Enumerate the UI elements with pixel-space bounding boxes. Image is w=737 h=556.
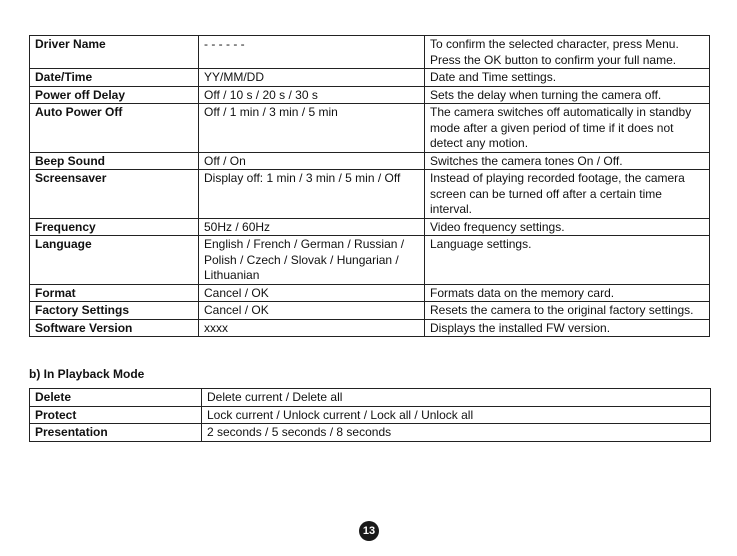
table-row [30, 406, 711, 424]
setting-description: Sets the delay when turning the camera off. [425, 86, 710, 104]
table-row [30, 170, 710, 219]
section-heading: b) In Playback Mode [29, 367, 145, 381]
playback-setting-name: Delete [30, 389, 202, 407]
setting-options: Off / 1 min / 3 min / 5 min [199, 104, 425, 153]
setting-name: Beep Sound [30, 152, 199, 170]
setting-description: Date and Time settings. [425, 69, 710, 87]
playback-setting-options: Lock current / Unlock current / Lock all / Unlock all [202, 406, 711, 424]
setting-description: Displays the installed FW version. [425, 319, 710, 337]
setting-description: Formats data on the memory card. [425, 284, 710, 302]
table-row [30, 319, 710, 337]
table-row [30, 152, 710, 170]
setting-name: Frequency [30, 218, 199, 236]
setting-description: To confirm the selected character, press Menu. Press the OK button to confirm your full name. [425, 36, 710, 69]
setting-options: 50Hz / 60Hz [199, 218, 425, 236]
table-row [30, 424, 711, 442]
setting-name: Date/Time [30, 69, 199, 87]
setting-name: Software Version [30, 319, 199, 337]
table-row [30, 284, 710, 302]
table-row [30, 389, 711, 407]
setting-description: Language settings. [425, 236, 710, 285]
setting-name: Driver Name [30, 36, 199, 69]
setting-name: Language [30, 236, 199, 285]
setting-options: xxxx [199, 319, 425, 337]
table-row [30, 69, 710, 87]
table-row [30, 218, 710, 236]
table-row [30, 302, 710, 320]
playback-setting-options: Delete current / Delete all [202, 389, 711, 407]
playback-setting-name: Presentation [30, 424, 202, 442]
setting-options: - - - - - - [199, 36, 425, 69]
setting-name: Power off Delay [30, 86, 199, 104]
setting-description: Resets the camera to the original factory settings. [425, 302, 710, 320]
setting-description: Video frequency settings. [425, 218, 710, 236]
settings-table [29, 35, 710, 337]
setting-description: Switches the camera tones On / Off. [425, 152, 710, 170]
setting-description: The camera switches off automatically in standby mode after a given period of time if it does not detect any motion. [425, 104, 710, 153]
setting-options: English / French / German / Russian / Polish / Czech / Slovak / Hungarian / Lithuanian [199, 236, 425, 285]
table-row [30, 236, 710, 285]
setting-description: Instead of playing recorded footage, the camera screen can be turned off after a certain time interval. [425, 170, 710, 219]
table-row [30, 86, 710, 104]
setting-options: Cancel / OK [199, 284, 425, 302]
page-number-badge: 13 [359, 521, 379, 541]
setting-name: Auto Power Off [30, 104, 199, 153]
table-row [30, 104, 710, 153]
setting-options: Cancel / OK [199, 302, 425, 320]
playback-table [29, 388, 711, 442]
setting-name: Factory Settings [30, 302, 199, 320]
setting-options: YY/MM/DD [199, 69, 425, 87]
table-row [30, 36, 710, 69]
setting-name: Format [30, 284, 199, 302]
playback-setting-options: 2 seconds / 5 seconds / 8 seconds [202, 424, 711, 442]
setting-options: Off / 10 s / 20 s / 30 s [199, 86, 425, 104]
setting-options: Off / On [199, 152, 425, 170]
setting-options: Display off: 1 min / 3 min / 5 min / Off [199, 170, 425, 219]
playback-setting-name: Protect [30, 406, 202, 424]
setting-name: Screensaver [30, 170, 199, 219]
